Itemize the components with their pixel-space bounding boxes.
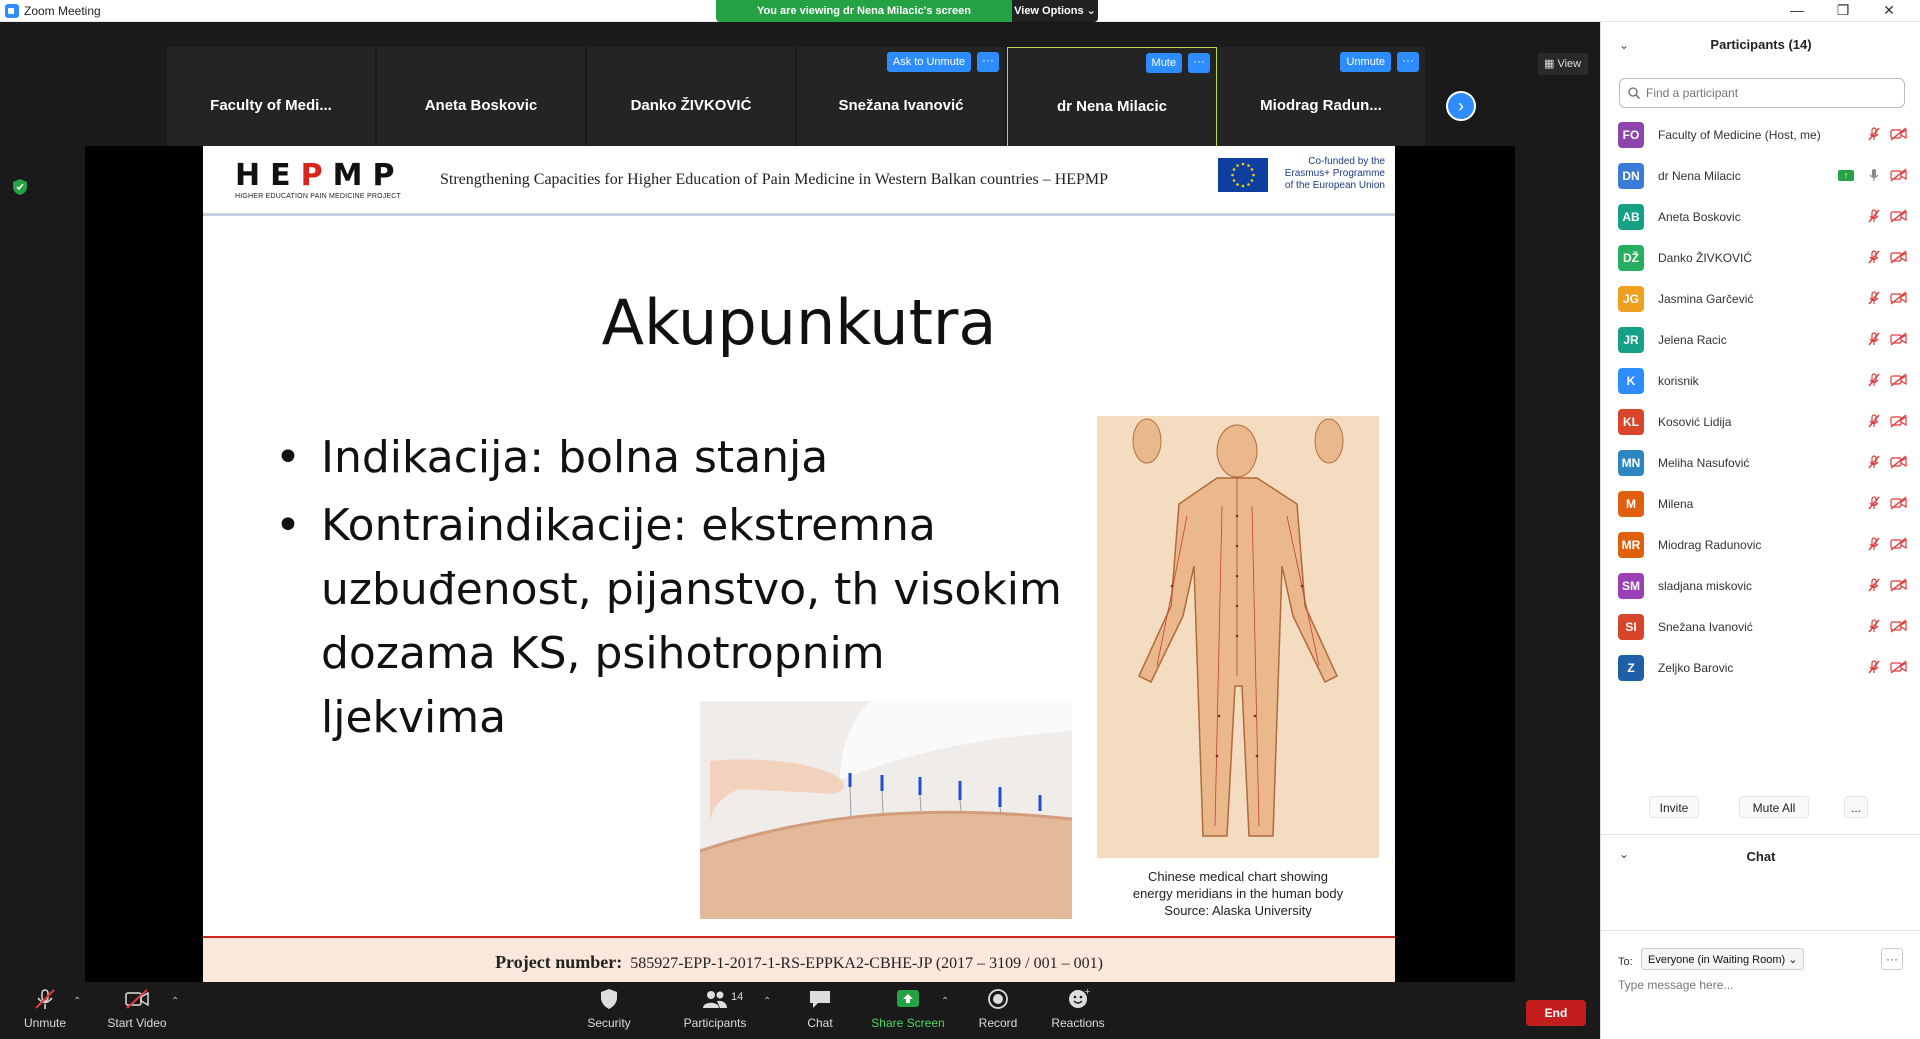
thumbnail-more-button[interactable]: ··· — [977, 52, 999, 72]
participant-row[interactable] — [1601, 483, 1920, 524]
chat-message-input[interactable] — [1618, 978, 1898, 992]
mic-muted-icon[interactable] — [1867, 660, 1881, 674]
mic-muted-icon[interactable] — [1867, 496, 1881, 510]
participant-name: Kosović Lidija — [1658, 415, 1732, 429]
mic-muted-icon[interactable] — [1867, 127, 1881, 141]
collapse-chevron-icon[interactable]: ⌄ — [1619, 38, 1630, 52]
maximize-button[interactable]: ❐ — [1836, 2, 1850, 18]
participants-count: 14 — [731, 991, 744, 1003]
participant-row[interactable] — [1601, 401, 1920, 442]
chat-collapse-chevron-icon[interactable]: ⌄ — [1619, 847, 1630, 861]
avatar: AB — [1618, 204, 1644, 230]
mic-icon[interactable] — [1867, 168, 1881, 182]
participant-row[interactable] — [1601, 647, 1920, 688]
chat-header — [1601, 834, 1920, 874]
mute-all-button[interactable]: Mute All — [1739, 796, 1809, 818]
participant-row[interactable] — [1601, 155, 1920, 196]
security-label: Security — [587, 1016, 631, 1030]
participant-name: Miodrag Radunovic — [1658, 538, 1762, 552]
svg-text:+: + — [1084, 988, 1091, 996]
participant-search[interactable] — [1619, 78, 1905, 108]
mic-muted-icon[interactable] — [1867, 291, 1881, 305]
participant-name: Meliha Nasufović — [1658, 456, 1750, 470]
participant-name: Snežana Ivanović — [1658, 620, 1753, 634]
slide-title: Akupunkutra — [601, 286, 997, 359]
participant-name: Milena — [1658, 497, 1694, 511]
thumbnail-name: Danko ŽIVKOVIĆ — [630, 97, 752, 114]
avatar: DŽ — [1618, 245, 1644, 271]
avatar: SM — [1618, 573, 1644, 599]
meridian-chart-caption: Chinese medical chart showing energy meridians in the human body Source: Alaska University — [1132, 869, 1344, 918]
participant-row[interactable] — [1601, 606, 1920, 647]
participant-name: sladjana miskovic — [1658, 579, 1753, 593]
thumbnail-name: Miodrag Radun... — [1260, 97, 1382, 114]
mic-muted-icon[interactable] — [1867, 250, 1881, 264]
chat-title: Chat — [1746, 849, 1776, 864]
thumbnail-more-button[interactable]: ··· — [1188, 53, 1210, 73]
video-off-icon — [1890, 332, 1907, 346]
avatar: KL — [1618, 409, 1644, 435]
mic-muted-icon[interactable] — [1867, 209, 1881, 223]
video-off-icon — [1890, 578, 1907, 592]
participant-row[interactable] — [1601, 196, 1920, 237]
participant-name: Jelena Racic — [1658, 333, 1727, 347]
encryption-shield-icon[interactable] — [12, 178, 28, 196]
reactions-label: Reactions — [1051, 1016, 1105, 1030]
video-off-icon — [1890, 250, 1907, 264]
search-icon — [1628, 87, 1640, 99]
screen-sharing-icon: ↑ — [1838, 170, 1854, 181]
participant-row[interactable] — [1601, 319, 1920, 360]
participants-options-caret[interactable]: ⌃ — [763, 996, 772, 1007]
thumbnail-more-button[interactable]: ··· — [1397, 52, 1419, 72]
participant-name: Faculty of Medicine (Host, me) — [1658, 128, 1821, 142]
avatar: JG — [1618, 286, 1644, 312]
video-options-caret[interactable]: ⌃ — [171, 996, 180, 1007]
mic-muted-icon — [32, 988, 58, 1010]
participant-name: Aneta Boskovic — [1658, 210, 1741, 224]
video-off-icon — [1890, 127, 1907, 141]
avatar: K — [1618, 368, 1644, 394]
video-off-icon — [1890, 291, 1907, 305]
hepmp-logo-subtitle: HIGHER EDUCATION PAIN MEDICINE PROJECT — [235, 193, 402, 200]
participants-icon — [702, 988, 728, 1010]
more-options-button[interactable]: ... — [1844, 796, 1868, 818]
participant-list — [1601, 114, 1920, 688]
zoom-app-icon — [5, 4, 19, 18]
video-off-icon — [1890, 660, 1907, 674]
chat-compose — [1601, 930, 1920, 1039]
start-video-button[interactable] — [92, 988, 182, 1030]
participant-row[interactable] — [1601, 524, 1920, 565]
participant-row[interactable] — [1601, 442, 1920, 483]
audio-options-caret[interactable]: ⌃ — [73, 996, 82, 1007]
unmute-button[interactable] — [0, 988, 90, 1030]
view-layout-button[interactable]: ▦ View — [1538, 53, 1588, 75]
participant-row[interactable] — [1601, 237, 1920, 278]
security-shield-icon — [596, 988, 622, 1010]
participant-row[interactable] — [1601, 565, 1920, 606]
avatar: MR — [1618, 532, 1644, 558]
security-button[interactable] — [564, 988, 654, 1030]
participant-row[interactable] — [1601, 360, 1920, 401]
presentation-slide — [203, 146, 1395, 986]
mic-muted-icon[interactable] — [1867, 455, 1881, 469]
mic-muted-icon[interactable] — [1867, 619, 1881, 633]
chat-bubble-icon — [807, 988, 833, 1010]
avatar: SI — [1618, 614, 1644, 640]
avatar: DN — [1618, 163, 1644, 189]
avatar: Z — [1618, 655, 1644, 681]
participant-name: dr Nena Milacic — [1658, 169, 1741, 183]
avatar: FO — [1618, 122, 1644, 148]
record-label: Record — [978, 1016, 1018, 1030]
unmute-label: Unmute — [23, 1016, 67, 1030]
video-off-icon — [1890, 414, 1907, 428]
participant-name: Zeljko Barovic — [1658, 661, 1734, 675]
participants-label: Participants — [683, 1016, 747, 1030]
share-options-caret[interactable]: ⌃ — [941, 996, 950, 1007]
next-page-arrow-icon[interactable]: › — [1446, 91, 1476, 121]
mic-muted-icon[interactable] — [1867, 332, 1881, 346]
meridian-chart-image — [1097, 416, 1379, 858]
eu-cofunded-text: Co-funded by the Erasmus+ Programme of the European Union — [1284, 156, 1385, 191]
participant-actions — [1601, 792, 1920, 822]
participant-name: korisnik — [1658, 374, 1699, 388]
hepmp-logo: HEPMP — [235, 158, 405, 193]
shared-screen — [85, 146, 1515, 986]
eu-flag-icon — [1218, 158, 1268, 192]
mic-muted-icon[interactable] — [1867, 537, 1881, 551]
thumbnail-name: Aneta Boskovic — [424, 97, 538, 114]
chat-label: Chat — [807, 1016, 833, 1030]
thumbnail-name: Faculty of Medi... — [210, 97, 332, 114]
video-off-icon — [124, 988, 150, 1010]
record-icon — [985, 988, 1011, 1010]
minimize-button[interactable]: — — [1790, 2, 1804, 18]
slide-header-title: Strengthening Capacities for Higher Education of Pain Medicine in Western Balkan countries – HEPMP — [440, 171, 1109, 188]
share-screen-icon — [895, 988, 921, 1010]
participant-name: Danko ŽIVKOVIĆ — [1658, 251, 1753, 265]
avatar: MN — [1618, 450, 1644, 476]
video-off-icon — [1890, 455, 1907, 469]
thumbnail-strip — [167, 47, 1427, 161]
reactions-button[interactable] — [1033, 988, 1123, 1030]
invite-button[interactable]: Invite — [1649, 796, 1699, 818]
slide-header — [203, 146, 1395, 216]
unmute-participant-button[interactable]: Unmute — [1340, 52, 1391, 72]
record-button[interactable] — [953, 988, 1043, 1030]
chat-recipient-select[interactable]: Everyone (in Waiting Room) ⌄ — [1641, 948, 1804, 970]
participant-row[interactable] — [1601, 278, 1920, 319]
participants-button[interactable] — [670, 988, 760, 1030]
video-off-icon — [1890, 537, 1907, 551]
video-off-icon — [1890, 373, 1907, 387]
participant-name: Jasmina Garčević — [1658, 292, 1754, 306]
bullet-item: • Kontraindikacije: ekstremna uzbuđenost, pijanstvo, th visokim dozama KS, psihotropnim ljekvima — [275, 494, 1065, 750]
video-off-icon — [1890, 209, 1907, 223]
video-off-icon — [1890, 619, 1907, 633]
bullet-item: • Indikacija: bolna stanja — [275, 426, 1065, 490]
video-off-icon — [1890, 496, 1907, 510]
share-screen-label: Share Screen — [871, 1016, 945, 1030]
chat-button[interactable] — [775, 988, 865, 1030]
window-title: Zoom Meeting — [24, 4, 101, 18]
thumbnail-name: dr Nena Milacic — [1056, 98, 1168, 115]
slide-footer — [203, 936, 1395, 986]
ask-to-unmute-button[interactable]: Ask to Unmute — [887, 52, 971, 72]
video-off-icon — [1890, 168, 1907, 182]
participants-panel-title: Participants (14) — [1710, 37, 1812, 52]
share-screen-button[interactable] — [863, 988, 953, 1030]
close-window-button[interactable]: ✕ — [1883, 2, 1895, 18]
meeting-toolbar — [0, 982, 1600, 1039]
chat-to-label: To: — [1618, 956, 1633, 968]
participants-panel — [1600, 22, 1920, 1039]
mic-muted-icon[interactable] — [1867, 414, 1881, 428]
reactions-smiley-icon — [1065, 988, 1091, 1010]
acupuncture-photo — [700, 701, 1072, 919]
end-meeting-button[interactable]: End — [1526, 1000, 1586, 1026]
avatar: JR — [1618, 327, 1644, 353]
mic-muted-icon[interactable] — [1867, 373, 1881, 387]
view-layout-label: View — [1557, 58, 1582, 70]
participant-row[interactable] — [1601, 114, 1920, 155]
project-number: Project number: 585927-EPP-1-2017-1-RS-EPPKA2-CBHE-JP (2017 – 3109 / 001 – 001) — [495, 952, 1103, 972]
mic-muted-icon[interactable] — [1867, 578, 1881, 592]
thumbnail-name: Snežana Ivanović — [838, 97, 964, 114]
mute-participant-button[interactable]: Mute — [1146, 53, 1182, 73]
chat-more-button[interactable]: ··· — [1881, 948, 1903, 970]
start-video-label: Start Video — [107, 1016, 167, 1030]
participants-panel-header — [1601, 22, 1920, 68]
viewing-screen-banner: You are viewing dr Nena Milacic's screen — [716, 0, 1012, 22]
avatar: M — [1618, 491, 1644, 517]
view-options-button[interactable]: View Options ⌄ — [1012, 0, 1098, 22]
participant-search-input[interactable] — [1646, 84, 1896, 102]
